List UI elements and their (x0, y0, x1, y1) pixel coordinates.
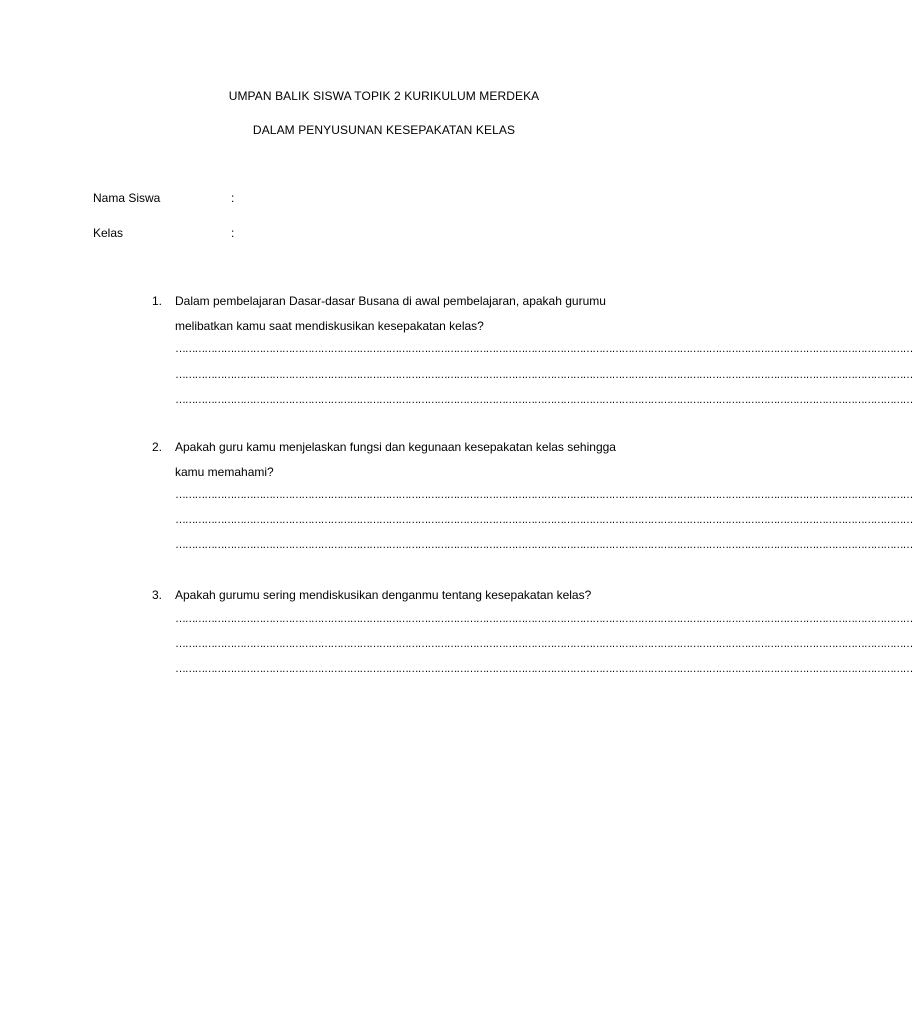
answer-line: ………………………………………………………………………………………………………………………………………………………………………………………………………… (175, 394, 912, 406)
question-text-line1: Apakah guru kamu menjelaskan fungsi dan kegunaan kesepakatan kelas sehingga (175, 440, 616, 454)
nama-siswa-colon: : (231, 191, 235, 205)
kelas-label: Kelas (93, 226, 124, 240)
answer-line: ………………………………………………………………………………………………………………………………………………………………………………………………………… (175, 613, 912, 625)
answer-line: ………………………………………………………………………………………………………………………………………………………………………………………………………… (175, 663, 912, 675)
title-line-2: DALAM PENYUSUNAN KESEPAKATAN KELAS (252, 123, 516, 137)
question-text-line1: Apakah gurumu sering mendiskusikan denganmu tentang kesepakatan kelas? (175, 588, 592, 602)
title-line-1: UMPAN BALIK SISWA TOPIK 2 KURIKULUM MERDEKA (228, 89, 540, 103)
answer-line: ………………………………………………………………………………………………………………………………………………………………………………………………………… (175, 489, 912, 501)
answer-line: ………………………………………………………………………………………………………………………………………………………………………………………………………… (175, 369, 912, 381)
answer-line: ………………………………………………………………………………………………………………………………………………………………………………………………………… (175, 514, 912, 526)
question-text-line2: melibatkan kamu saat mendiskusikan kesepakatan kelas? (175, 319, 484, 333)
question-number: 2. (152, 440, 163, 454)
question-number: 1. (152, 294, 163, 308)
answer-line: ………………………………………………………………………………………………………………………………………………………………………………………………………… (175, 343, 912, 355)
nama-siswa-label: Nama Siswa (93, 191, 161, 205)
question-text-line2: kamu memahami? (175, 465, 274, 479)
question-text-line1: Dalam pembelajaran Dasar-dasar Busana di awal pembelajaran, apakah gurumu (175, 294, 606, 308)
question-number: 3. (152, 588, 163, 602)
answer-line: ………………………………………………………………………………………………………………………………………………………………………………………………………… (175, 638, 912, 650)
kelas-colon: : (231, 226, 235, 240)
answer-line: ………………………………………………………………………………………………………………………………………………………………………………………………………… (175, 539, 912, 551)
